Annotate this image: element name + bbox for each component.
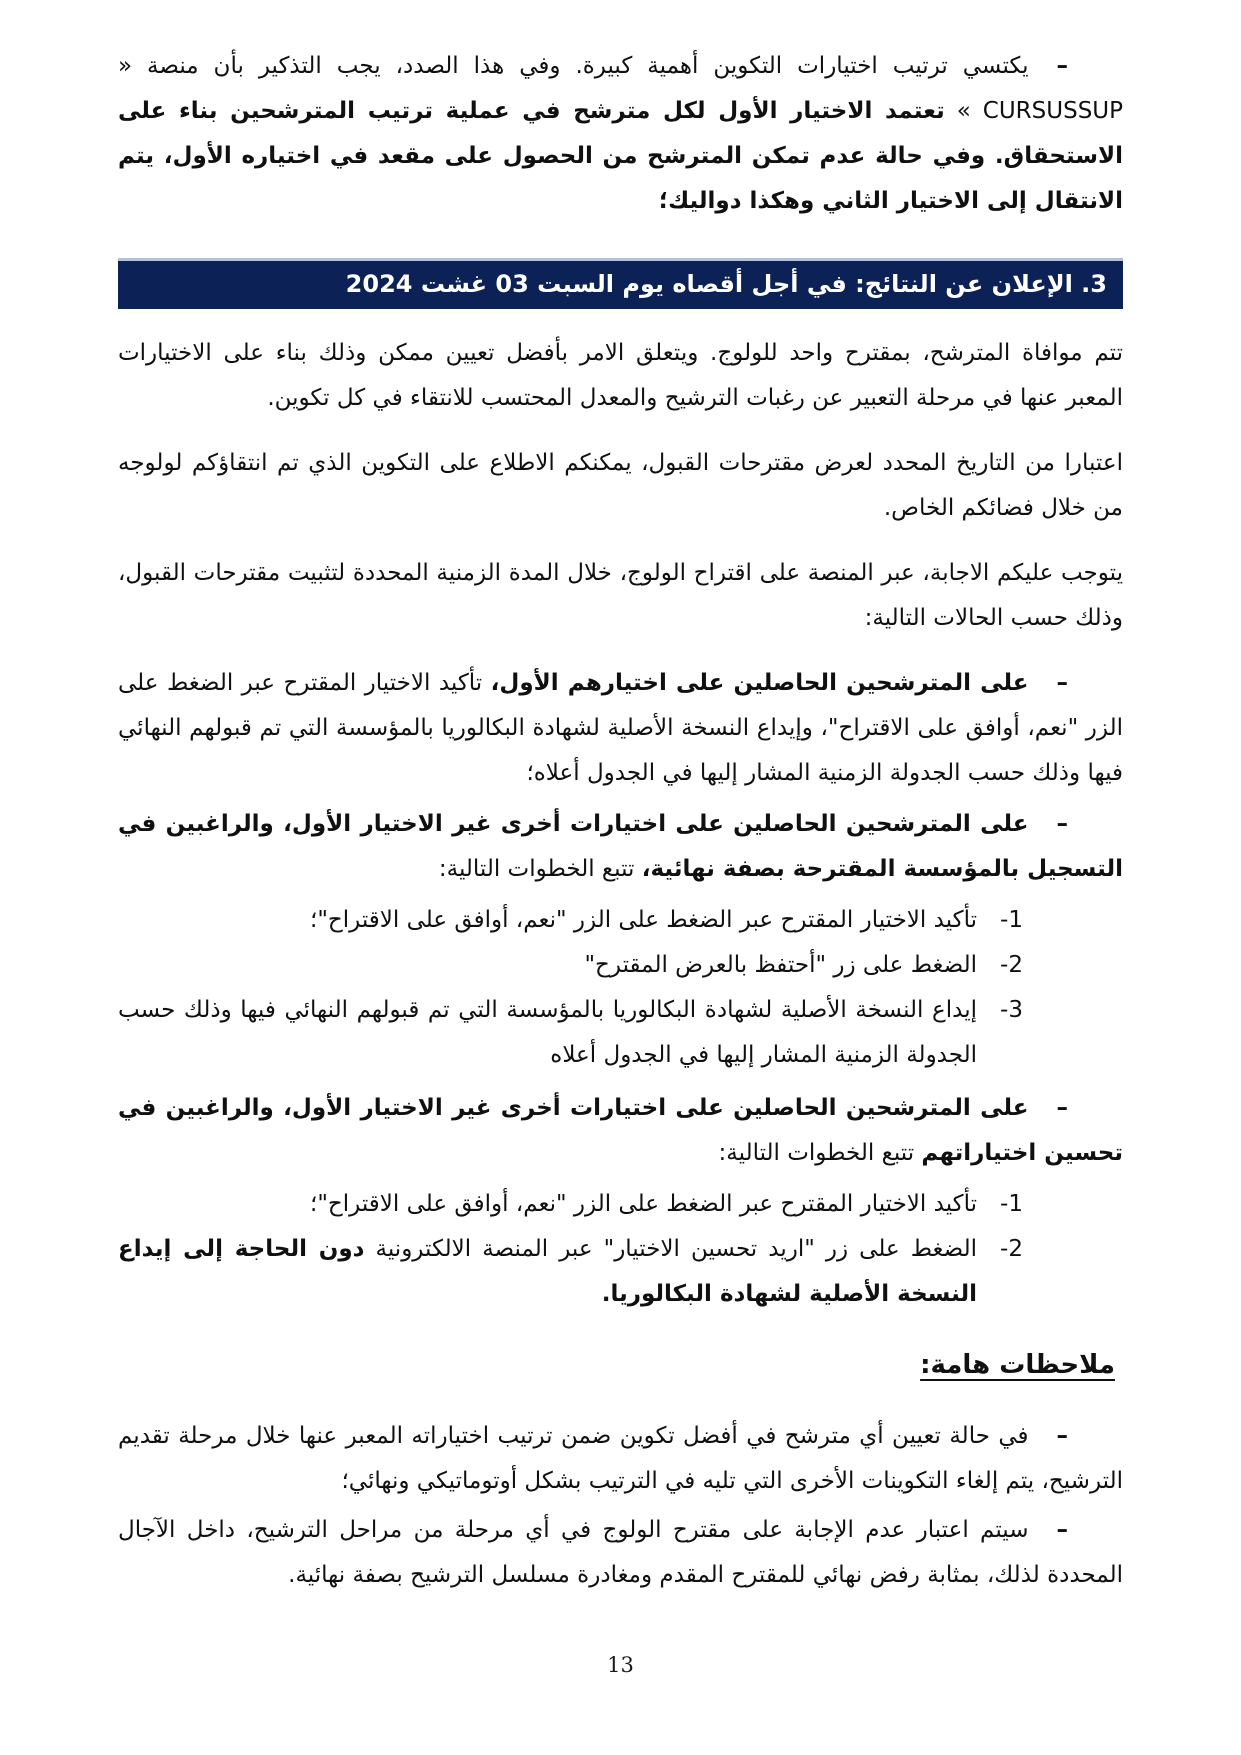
step-text: الضغط على زر "اريد تحسين الاختيار" عبر المنصة الالكترونية دون الحاجة إلى إيداع النسخة الأصلية لشهادة البكالوريا. xyxy=(118,1236,977,1307)
steps-list-improve xyxy=(118,1182,1023,1317)
intro-bullet-text: يكتسي ترتيب اختيارات التكوين أهمية كبيرة. وفي هذا الصدد، يجب التذكير بأن منصة « CURSUSSUP » تعتمد الاختيار الأول لكل مترشح في عملية ترتيب المترشحين بناء على الاستحقاق. وفي حالة عدم تمكن المترشح من الحصول على مقعد في اختياره الأول، يتم الانتقال إلى الاختيار الثاني وهكذا دواليك؛ xyxy=(118,53,1123,214)
step-number: 2- xyxy=(1000,952,1023,978)
paragraph-proposal: تتم موافاة المترشح، بمقترح واحد للولوج. ويتعلق الامر بأفضل تعيين ممكن وذلك بناء على الاختيارات المعبر عنها في مرحلة التعبير عن رغبات الترشيح والمعدل المحتسب للانتقاء في كل تكوين. xyxy=(118,340,1123,411)
dash-bullet-marker: – xyxy=(1056,1423,1068,1449)
step-number: 3- xyxy=(1000,997,1023,1023)
dash-bullet-marker: – xyxy=(1056,1095,1068,1121)
step-item xyxy=(118,943,1023,988)
case-other-choice-register-text: على المترشحين الحاصلين على اختيارات أخرى غير الاختيار الأول، والراغبين في التسجيل بالمؤسسة المقترحة بصفة نهائية، تتبع الخطوات التالية: xyxy=(118,811,1123,882)
case-other-choice-register xyxy=(118,802,1123,892)
step-number: 2- xyxy=(1000,1236,1023,1262)
paragraph-response-required: يتوجب عليكم الاجابة، عبر المنصة على اقتراح الولوج، خلال المدة الزمنية المحددة لتثبيت مقترحات القبول، وذلك حسب الحالات التالية: xyxy=(118,560,1123,631)
case-first-choice xyxy=(118,661,1123,796)
step-item xyxy=(118,1182,1023,1227)
step-item xyxy=(118,988,1023,1078)
dash-bullet-marker: – xyxy=(1056,1517,1068,1543)
case-other-choice-improve xyxy=(118,1086,1123,1176)
step-item xyxy=(118,1227,1023,1317)
step-text: إيداع النسخة الأصلية لشهادة البكالوريا بالمؤسسة التي تم قبولهم النهائي فيها وذلك حسب الجدولة الزمنية المشار إليها في الجدول أعلاه xyxy=(118,997,977,1068)
case-other-choice-improve-text: على المترشحين الحاصلين على اختيارات أخرى غير الاختيار الأول، والراغبين في تحسين اختياراتهم تتبع الخطوات التالية: xyxy=(118,1095,1123,1166)
note-item-no-response xyxy=(118,1508,1123,1598)
step-text: تأكيد الاختيار المقترح عبر الضغط على الزر "نعم، أوافق على الاقتراح"؛ xyxy=(310,1191,977,1217)
paragraph-consultation: اعتبارا من التاريخ المحدد لعرض مقترحات القبول، يمكنكم الاطلاع على التكوين الذي تم انتقاؤكم لولوجه من خلال فضائكم الخاص. xyxy=(118,450,1123,521)
intro-bullet-item xyxy=(118,44,1123,224)
page-number: 13 xyxy=(607,1653,634,1677)
step-text: الضغط على زر "أحتفظ بالعرض المقترح" xyxy=(584,952,977,978)
note-item-cancel-others xyxy=(118,1414,1123,1504)
dash-bullet-marker: – xyxy=(1056,53,1068,79)
section-header-bar xyxy=(118,258,1123,309)
dash-bullet-marker: – xyxy=(1056,811,1068,837)
note-item-text: سيتم اعتبار عدم الإجابة على مقترح الولوج في أي مرحلة من مراحل الترشيح، داخل الآجال المحددة لذلك، بمثابة رفض نهائي للمقترح المقدم ومغادرة مسلسل الترشيح بصفة نهائية. xyxy=(118,1517,1123,1588)
steps-list-register xyxy=(118,898,1023,1078)
dash-bullet-marker: – xyxy=(1056,670,1068,696)
step-text: تأكيد الاختيار المقترح عبر الضغط على الزر "نعم، أوافق على الاقتراح"؛ xyxy=(310,907,977,933)
step-number: 1- xyxy=(1000,907,1023,933)
step-item xyxy=(118,898,1023,943)
case-first-choice-text: على المترشحين الحاصلين على اختيارهم الأول، تأكيد الاختيار المقترح عبر الضغط على الزر "نعم، أوافق على الاقتراح"، وإيداع النسخة الأصلية لشهادة البكالوريا بالمؤسسة التي تم قبولهم النهائي فيها وذلك حسب الجدولة الزمنية المشار إليها في الجدول أعلاه؛ xyxy=(118,670,1123,786)
note-item-text: في حالة تعيين أي مترشح في أفضل تكوين ضمن ترتيب اختياراته المعبر عنها خلال مرحلة تقديم الترشيح، يتم إلغاء التكوينات الأخرى التي تليه في الترتيب بشكل أوتوماتيكي ونهائي؛ xyxy=(118,1423,1123,1494)
step-number: 1- xyxy=(1000,1191,1023,1217)
notes-heading: ملاحظات هامة: xyxy=(920,1350,1115,1380)
section-header-title: 3. الإعلان عن النتائج: في أجل أقصاه يوم السبت 03 غشت 2024 xyxy=(345,270,1107,298)
